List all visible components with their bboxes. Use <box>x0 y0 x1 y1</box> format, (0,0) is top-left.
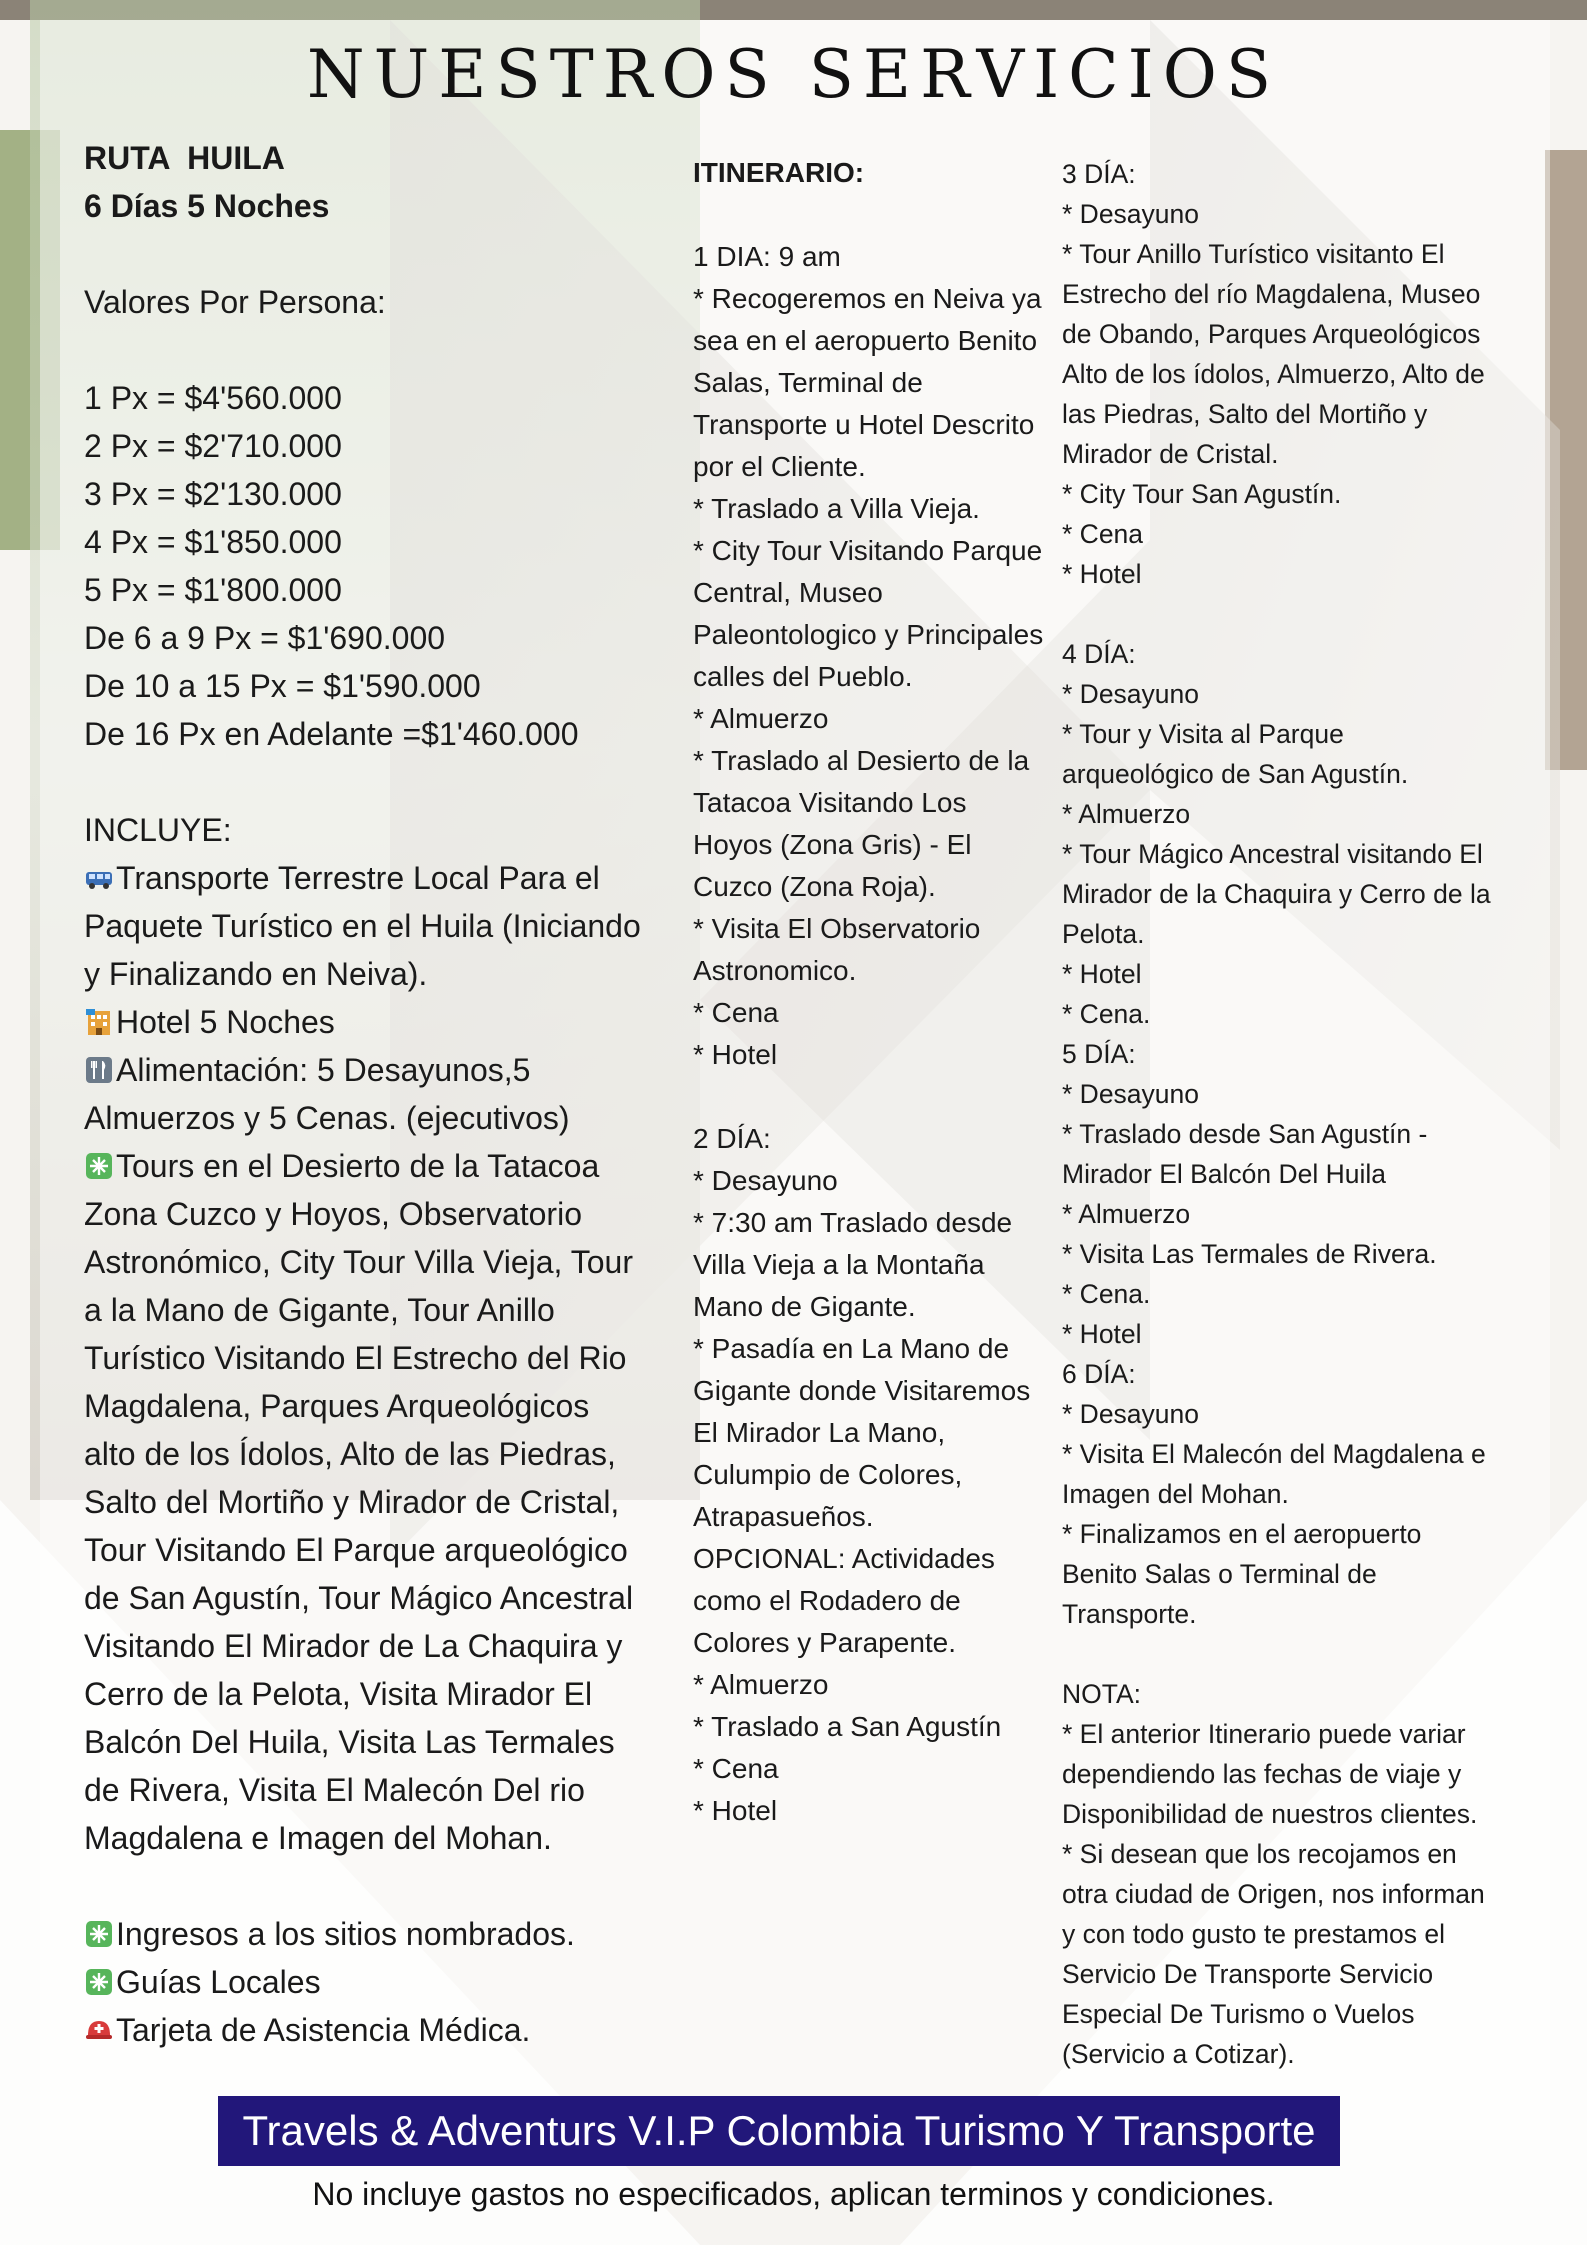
itinerary-line: Servicio De Transporte Servicio <box>1062 1959 1434 1989</box>
include-line: Paquete Turístico en el Huila (Iniciando <box>84 908 641 944</box>
itinerary-line: otra ciudad de Origen, nos informan <box>1062 1879 1485 1909</box>
include-line: y Finalizando en Neiva). <box>84 956 428 992</box>
itinerary-line: * City Tour San Agustín. <box>1062 479 1342 509</box>
itinerary-line: Tatacoa Visitando Los <box>693 787 967 818</box>
include-line: a la Mano de Gigante, Tour Anillo <box>84 1292 555 1328</box>
itinerary-line: Gigante donde Visitaremos <box>693 1375 1031 1406</box>
price-line: 3 Px = $2'130.000 <box>84 476 342 512</box>
itinerary-column <box>693 152 1043 1832</box>
include-line: Transporte Terrestre Local Para el <box>84 854 641 902</box>
include-line: Alimentación: 5 Desayunos,5 <box>84 1046 641 1094</box>
itinerary-line: sea en el aeropuerto Benito <box>693 325 1038 356</box>
itinerary-line: * 7:30 am Traslado desde <box>693 1207 1013 1238</box>
itinerary-line: Mirador El Balcón Del Huila <box>1062 1159 1387 1189</box>
itinerary-line: * Cena <box>1062 519 1144 549</box>
itinerary-line: * Almuerzo <box>693 1669 829 1700</box>
itinerary-line: Benito Salas o Terminal de <box>1062 1559 1377 1589</box>
include-line: de San Agustín, Tour Mágico Ancestral <box>84 1580 634 1616</box>
rescue-helmet-icon <box>84 2015 114 2045</box>
itinerary-line: NOTA: <box>1062 1679 1142 1709</box>
itinerary-line: * Hotel <box>1062 1319 1142 1349</box>
itinerary-line: * Visita El Malecón del Magdalena e <box>1062 1439 1486 1469</box>
itinerary-line: * Hotel <box>693 1795 778 1826</box>
itinerary-line: * Cena <box>693 997 779 1028</box>
itinerary-line: El Mirador La Mano, <box>693 1417 946 1448</box>
include-line: Magdalena, Parques Arqueológicos <box>84 1388 590 1424</box>
itinerary-line: y con todo gusto te prestamos el <box>1062 1919 1445 1949</box>
itinerary-line: Imagen del Mohan. <box>1062 1479 1289 1509</box>
itinerary-line: Cuzco (Zona Roja). <box>693 871 936 902</box>
extra-line: Guías Locales <box>84 1958 641 2006</box>
include-line: Tour Visitando El Parque arqueológico <box>84 1532 628 1568</box>
itinerary-line: Disponibilidad de nuestros clientes. <box>1062 1799 1478 1829</box>
itinerary-line: Atrapasueños. <box>693 1501 874 1532</box>
prices-heading: Valores Por Persona: <box>84 284 386 320</box>
itinerary-line: (Servicio a Cotizar). <box>1062 2039 1295 2069</box>
itinerary-line: OPCIONAL: Actividades <box>693 1543 995 1574</box>
itinerary-line: * Tour Mágico Ancestral visitando El <box>1062 839 1483 869</box>
itinerary-line: * Si desean que los recojamos en <box>1062 1839 1457 1869</box>
itinerary-line: * City Tour Visitando Parque <box>693 535 1043 566</box>
price-line: 5 Px = $1'800.000 <box>84 572 342 608</box>
price-line: 4 Px = $1'850.000 <box>84 524 342 560</box>
include-line: Magdalena e Imagen del Mohan. <box>84 1820 552 1856</box>
bus-icon <box>84 863 114 893</box>
itinerary-line: Paleontologico y Principales <box>693 619 1044 650</box>
itinerary-line: Transporte. <box>1062 1599 1197 1629</box>
includes-heading: INCLUYE: <box>84 812 232 848</box>
itinerary-line: 5 DÍA: <box>1062 1039 1136 1069</box>
include-line: Salto del Mortiño y Mirador de Cristal, <box>84 1484 620 1520</box>
itinerary-line: Transporte u Hotel Descrito <box>693 409 1035 440</box>
itinerary-line: 3 DÍA: <box>1062 159 1136 189</box>
route-name: RUTA HUILA <box>84 140 285 176</box>
extra-line: Ingresos a los sitios nombrados. <box>84 1910 641 1958</box>
itinerary-line: * Traslado desde San Agustín - <box>1062 1119 1428 1149</box>
itinerary-line: arqueológico de San Agustín. <box>1062 759 1409 789</box>
itinerary-line: Hoyos (Zona Gris) - El <box>693 829 972 860</box>
itinerary-line: * Hotel <box>1062 559 1142 589</box>
itinerary-line: * Visita El Observatorio <box>693 913 981 944</box>
itinerary-line: Estrecho del río Magdalena, Museo <box>1062 279 1481 309</box>
itinerary-line: * Cena. <box>1062 1279 1151 1309</box>
itinerary-line: Mano de Gigante. <box>693 1291 916 1322</box>
itinerary-line: * Almuerzo <box>693 703 829 734</box>
itinerary-line: * Desayuno <box>1062 679 1200 709</box>
itinerary-line: * Pasadía en La Mano de <box>693 1333 1010 1364</box>
price-line: 2 Px = $2'710.000 <box>84 428 342 464</box>
itinerary-line: * Traslado a San Agustín <box>693 1711 1002 1742</box>
include-line: Visitando El Mirador de La Chaquira y <box>84 1628 623 1664</box>
price-line: De 6 a 9 Px = $1'690.000 <box>84 620 446 656</box>
hotel-icon <box>84 1007 114 1037</box>
include-line: Cerro de la Pelota, Visita Mirador El <box>84 1676 593 1712</box>
itinerary-line: calles del Pueblo. <box>693 661 913 692</box>
footer-disclaimer: No incluye gastos no especificados, aplican terminos y condiciones. <box>312 2176 1275 2212</box>
fork-knife-icon <box>84 1055 114 1085</box>
sparkle-icon <box>84 1151 114 1181</box>
route-duration: 6 Días 5 Noches <box>84 188 330 224</box>
sparkle-icon <box>84 1967 114 1997</box>
itinerary-line: Mirador de la Chaquira y Cerro de la <box>1062 879 1491 909</box>
itinerary-line: * Traslado a Villa Vieja. <box>693 493 980 524</box>
include-line: Balcón Del Huila, Visita Las Termales <box>84 1724 615 1760</box>
itinerary-heading: ITINERARIO: <box>693 157 865 188</box>
price-line: 1 Px = $4'560.000 <box>84 380 342 416</box>
itinerary-line: Alto de los ídolos, Almuerzo, Alto de <box>1062 359 1485 389</box>
itinerary-line: * Desayuno <box>1062 1079 1200 1109</box>
itinerary-line: * Almuerzo <box>1062 799 1191 829</box>
itinerary-line: Astronomico. <box>693 955 857 986</box>
itinerary-line: Pelota. <box>1062 919 1145 949</box>
include-line: Astronómico, City Tour Villa Vieja, Tour <box>84 1244 633 1280</box>
itinerary-line: * Cena. <box>1062 999 1151 1029</box>
include-line: Hotel 5 Noches <box>84 998 641 1046</box>
itinerary-line: * Tour Anillo Turístico visitanto El <box>1062 239 1445 269</box>
itinerary-line: como el Rodadero de <box>693 1585 961 1616</box>
itinerary-line: Colores y Parapente. <box>693 1627 957 1658</box>
itinerary-line: * El anterior Itinerario puede variar <box>1062 1719 1466 1749</box>
itinerary-line: * Finalizamos en el aeropuerto <box>1062 1519 1422 1549</box>
price-line: De 10 a 15 Px = $1'590.000 <box>84 668 481 704</box>
itinerary-line: 6 DÍA: <box>1062 1359 1136 1389</box>
extra-line: Tarjeta de Asistencia Médica. <box>84 2006 641 2054</box>
itinerary-line: Villa Vieja a la Montaña <box>693 1249 985 1280</box>
sparkle-icon <box>84 1919 114 1949</box>
price-line: De 16 Px en Adelante =$1'460.000 <box>84 716 579 752</box>
itinerary-line: por el Cliente. <box>693 451 866 482</box>
itinerary-line: Central, Museo <box>693 577 883 608</box>
itinerary-line: de Obando, Parques Arqueológicos <box>1062 319 1481 349</box>
include-line: Turístico Visitando El Estrecho del Rio <box>84 1340 627 1376</box>
itinerary-line: Mirador de Cristal. <box>1062 439 1279 469</box>
include-line: Tours en el Desierto de la Tatacoa <box>84 1142 641 1190</box>
itinerary-line: 1 DIA: 9 am <box>693 241 841 272</box>
itinerary-line: * Tour y Visita al Parque <box>1062 719 1344 749</box>
itinerary-line: * Cena <box>693 1753 779 1784</box>
itinerary-line: Culumpio de Colores, <box>693 1459 963 1490</box>
itinerary-line: dependiendo las fechas de viaje y <box>1062 1759 1462 1789</box>
page-title: NUESTROS SERVICIOS <box>306 36 1281 113</box>
itinerary-line: Salas, Terminal de <box>693 367 923 398</box>
company-banner: Travels & Adventurs V.I.P Colombia Turismo Y Transporte <box>218 2096 1340 2166</box>
itinerary-line: Especial De Turismo o Vuelos <box>1062 1999 1415 2029</box>
itinerary-line: * Desayuno <box>1062 199 1200 229</box>
itinerary-line: * Traslado al Desierto de la <box>693 745 1030 776</box>
itinerary-line: * Hotel <box>1062 959 1142 989</box>
itinerary-line: * Desayuno <box>1062 1399 1200 1429</box>
itinerary-line: * Recogeremos en Neiva ya <box>693 283 1042 314</box>
include-line: Almuerzos y 5 Cenas. (ejecutivos) <box>84 1100 570 1136</box>
itinerary-line: 2 DÍA: <box>693 1123 771 1154</box>
itinerary-line: las Piedras, Salto del Mortiño y <box>1062 399 1428 429</box>
itinerary-continued-column <box>1062 154 1491 2074</box>
itinerary-line: * Almuerzo <box>1062 1199 1191 1229</box>
itinerary-line: * Hotel <box>693 1039 778 1070</box>
itinerary-line: 4 DÍA: <box>1062 639 1136 669</box>
itinerary-line: * Desayuno <box>693 1165 838 1196</box>
package-column <box>84 134 641 2054</box>
include-line: de Rivera, Visita El Malecón Del rio <box>84 1772 585 1808</box>
include-line: Zona Cuzco y Hoyos, Observatorio <box>84 1196 582 1232</box>
itinerary-line: * Visita Las Termales de Rivera. <box>1062 1239 1437 1269</box>
include-line: alto de los Ídolos, Alto de las Piedras, <box>84 1436 616 1472</box>
